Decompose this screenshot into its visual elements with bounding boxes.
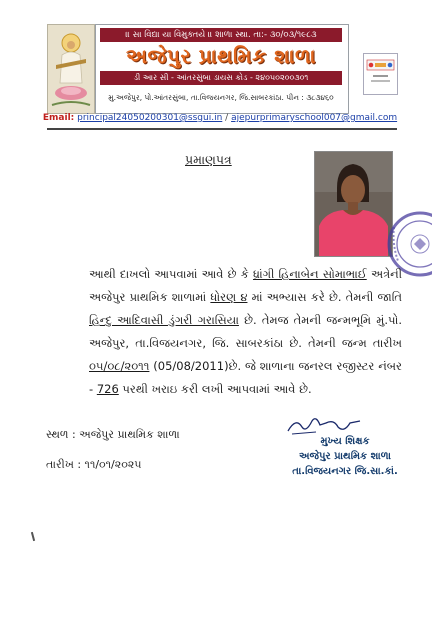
signatory-title: મુખ્ય શિક્ષક	[320, 436, 370, 447]
signatory-place: તા.વિજયનગર જિ.સા.કાં.	[292, 466, 398, 477]
body-text: પરથી ખરાઇ કરી લખી આપવામાં આવે છે.	[118, 382, 312, 396]
certificate-paragraph	[45, 263, 402, 401]
contact-line	[0, 113, 440, 123]
school-badge-logo	[363, 53, 398, 95]
body-text: આથી દાખલો આપવામાં આવે છે કે	[89, 267, 253, 281]
stray-mark	[31, 532, 35, 541]
signatory-school: અજેપુર પ્રાથમિક શાળા	[298, 451, 392, 462]
email-separator: /	[225, 113, 229, 123]
issue-place: સ્થળ : અજેપુર પ્રાથમિક શાળા	[46, 428, 180, 441]
student-standard: ધોરણ ૪	[210, 290, 248, 304]
register-number: 726	[96, 382, 119, 396]
school-name-title: અજેપુર પ્રાથમિક શાળા	[125, 44, 317, 68]
student-caste: હિન્દુ આદિવાસી ડુંગરી ગરાસિયા	[89, 313, 239, 327]
school-logo-saraswati	[47, 24, 95, 114]
body-text: અત્રેની અજેપુર પ્રાથમિક શાળામાં	[89, 267, 403, 304]
body-text: છે. જે શાળાના જનરલ રજીસ્ટર નંબર -	[89, 359, 402, 396]
birth-date: (05/08/2011)	[149, 359, 229, 373]
letterhead-motto: ॥ સા વિદ્યા યા વિમુક્તયે ॥ શાળા સ્થા. તા:- ૩૦/૦૩/૧૯૮૩	[100, 28, 342, 42]
certificate-body	[45, 263, 402, 401]
email-principal-link[interactable]: principal24050200301@ssgui.in	[77, 113, 223, 123]
student-name: ધ્રાંગી હિનાબેન સોમાભાઈ	[252, 267, 367, 281]
certificate-title: પ્રમાણપત્ર	[185, 152, 232, 167]
signatory-block	[270, 434, 420, 479]
email-label: Email:	[42, 113, 75, 123]
issue-date: તારીખ : ૧૧/૦૧/૨૦૨૫	[46, 458, 142, 471]
body-text: છે. તેમજ તેમની જન્મભૂમિ મું.પો. અજેપુર, તા.વિજયનગર, જિ. સાબરકાંઠા છે. તેમની જન્મ તારીખ	[89, 313, 402, 350]
birth-date-gujarati: ૦૫/૦૮/૨૦૧૧	[89, 359, 150, 373]
header-divider	[47, 128, 397, 130]
email-school-link[interactable]: ajepurprimaryschool007@gmail.com	[231, 113, 398, 123]
school-codes: ડી આર સી - આંતરસુંબા ડાયસ કોડ - ૨૪૦૫૦૨૦૦૩૦૧	[100, 71, 342, 85]
school-address: મુ.અજેપુર, પો.આંતરસુંબા, તા.વિજયનગર, જિ.સાબરકાંઠા. પીન : ૩૮૩૪૬૦	[108, 93, 334, 102]
student-photo	[314, 151, 393, 257]
body-text: માં અભ્યાસ કરે છે. તેમની જાતિ	[247, 290, 402, 304]
